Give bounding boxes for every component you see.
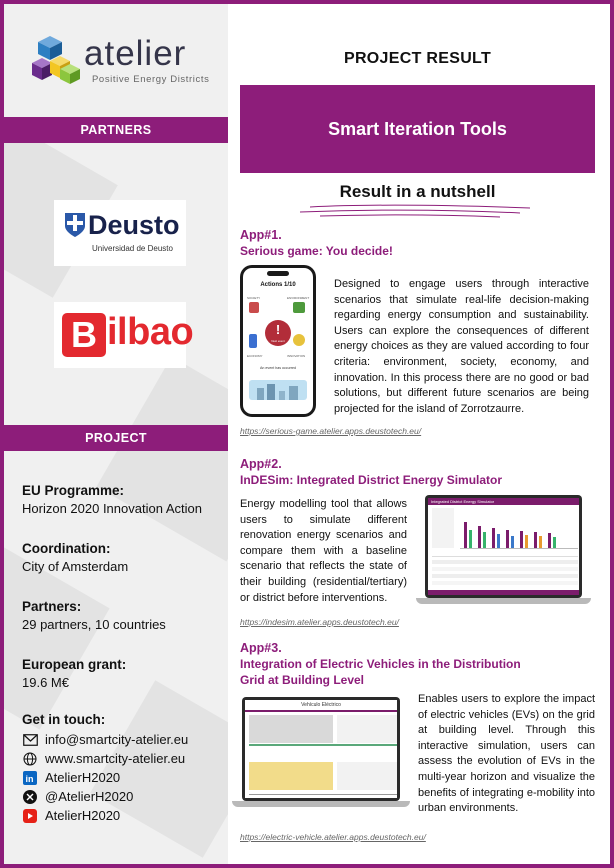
coordination-block bbox=[22, 541, 227, 574]
contact-heading: Get in touch: bbox=[22, 712, 106, 727]
atelier-logo bbox=[30, 32, 220, 92]
ev-header-line bbox=[245, 710, 397, 712]
indesim-table bbox=[432, 556, 578, 590]
logo-wordmark: atelier bbox=[84, 34, 187, 73]
contact-block bbox=[22, 712, 227, 825]
indesim-footer bbox=[428, 590, 579, 595]
sidebar bbox=[4, 4, 228, 864]
app2-title: InDESim: Integrated District Energy Simulator bbox=[240, 473, 503, 487]
phone-screen bbox=[243, 268, 313, 414]
indesim-laptop-screen bbox=[425, 495, 582, 598]
info-label: Partners: bbox=[22, 599, 82, 614]
game-label: ECONOMY bbox=[247, 354, 263, 358]
linkedin-icon bbox=[22, 771, 38, 785]
phone-notch bbox=[267, 271, 289, 276]
app1-link[interactable]: https://serious-game.atelier.apps.deustotech.eu/ bbox=[240, 426, 422, 436]
indesim-screenshot bbox=[428, 498, 579, 595]
bilbao-initial: B bbox=[62, 313, 106, 357]
x-handle[interactable]: @AtelierH2020 bbox=[45, 789, 134, 804]
partners-heading: PARTNERS bbox=[4, 117, 228, 143]
eu-programme-block bbox=[22, 483, 227, 516]
linkedin-handle[interactable]: AtelierH2020 bbox=[45, 770, 121, 785]
linkedin-contact[interactable] bbox=[22, 768, 227, 787]
ev-yellow-area bbox=[249, 762, 333, 790]
event-notice: An event has occurred bbox=[260, 366, 296, 370]
info-label: EU Programme: bbox=[22, 483, 125, 498]
economy-icon bbox=[249, 334, 257, 348]
app1-description: Designed to engage users through interactive scenarios that simulate real-life decision-making regarding energy consumption and sustainability. Users can explore the consequences of different energy choices as they are valued according to four criteria: environment, society, economy, and innovation. In this process there are no good or bad solutions, but different future scenarios are being projected for the island of Zorrotzaurre. bbox=[334, 278, 589, 415]
app3-description: Enables users to explore the impact of electric vehicles (EVs) on the grid at building level. Through this interactive simulation, users can assess the evolution of EVs in the multi-year horizon and visualize the benefits of integrating e-mobility into urban environments. bbox=[418, 693, 595, 815]
smart-iteration-banner: Smart Iteration Tools bbox=[240, 85, 595, 173]
youtube-contact[interactable] bbox=[22, 806, 227, 825]
laptop-base bbox=[232, 801, 410, 807]
bilbao-logo bbox=[54, 302, 194, 368]
deusto-subtitle: Universidad de Deusto bbox=[92, 244, 173, 253]
info-value: 19.6 M€ bbox=[22, 675, 69, 690]
envelope-icon bbox=[22, 733, 38, 747]
indesim-side-panel bbox=[432, 508, 454, 548]
project-result-title: PROJECT RESULT bbox=[343, 50, 492, 67]
info-label: European grant: bbox=[22, 657, 127, 672]
app1-title: Serious game: You decide! bbox=[240, 244, 393, 258]
ev-header: Vehículo Eléctrico bbox=[301, 702, 341, 708]
info-value: 29 partners, 10 countries bbox=[22, 617, 166, 632]
youtube-icon bbox=[22, 809, 38, 823]
alert-icon[interactable]: ! bbox=[265, 320, 291, 346]
email-contact[interactable] bbox=[22, 730, 227, 749]
app3-link[interactable]: https://electric-vehicle.atelier.apps.deustotech.eu/ bbox=[240, 832, 426, 842]
partners-count-block bbox=[22, 599, 227, 632]
scribble-underline bbox=[290, 203, 540, 219]
grant-block bbox=[22, 657, 227, 690]
deusto-name: Deusto bbox=[88, 210, 180, 240]
deusto-shield-icon bbox=[64, 212, 86, 238]
ev-green-line bbox=[249, 744, 397, 746]
info-label: Coordination: bbox=[22, 541, 111, 556]
nutshell-heading: Result in a nutshell bbox=[339, 182, 496, 201]
app3-tag: App#3. bbox=[240, 641, 282, 655]
app1-tag: App#1. bbox=[240, 228, 282, 242]
indesim-bar-chart bbox=[460, 510, 578, 550]
globe-icon bbox=[22, 752, 38, 766]
project-heading: PROJECT bbox=[4, 425, 228, 451]
app2-link[interactable]: https://indesim.atelier.apps.deustotech.eu/ bbox=[240, 617, 399, 627]
info-value: Horizon 2020 Innovation Action bbox=[22, 501, 202, 516]
ev-grey-area bbox=[249, 715, 333, 743]
bilbao-name: ilbao bbox=[107, 311, 194, 353]
x-icon bbox=[22, 790, 38, 804]
laptop-base bbox=[416, 598, 591, 604]
society-icon bbox=[249, 302, 259, 313]
hexagon-decoration bbox=[97, 357, 228, 562]
ev-timeline bbox=[249, 794, 397, 795]
deusto-logo bbox=[54, 200, 186, 266]
game-label: ENVIRONMENT bbox=[287, 296, 310, 300]
youtube-channel[interactable]: AtelierH2020 bbox=[45, 808, 121, 823]
game-label: INNOVATION bbox=[287, 354, 306, 358]
cubes-logo-icon bbox=[30, 34, 82, 86]
app3-title-line2: Grid at Building Level bbox=[240, 673, 365, 687]
innovation-icon bbox=[293, 334, 305, 346]
ev-laptop-screen bbox=[242, 697, 400, 801]
city-illustration bbox=[249, 380, 307, 400]
environment-icon bbox=[293, 302, 305, 313]
ev-right-panel-lower bbox=[337, 762, 397, 790]
x-contact[interactable] bbox=[22, 787, 227, 806]
svg-text:in: in bbox=[25, 773, 34, 784]
website-link[interactable]: www.smartcity-atelier.eu bbox=[45, 751, 186, 766]
logo-tagline: Positive Energy Districts bbox=[92, 74, 210, 85]
email-link[interactable]: info@smartcity-atelier.eu bbox=[45, 732, 189, 747]
indesim-header: Integrated District Energy Simulator bbox=[428, 498, 579, 505]
ev-screenshot bbox=[245, 700, 397, 798]
website-contact[interactable] bbox=[22, 749, 227, 768]
app2-description: Energy modelling tool that allows users to simulate different renovation energy scenarios and compare them with a baseline scenario that reflects the state of their building (residential/tertiary) or district before interventions. bbox=[240, 498, 407, 604]
game-label: SOCIETY bbox=[247, 296, 261, 300]
info-value: City of Amsterdam bbox=[22, 559, 129, 574]
serious-game-phone-screenshot bbox=[240, 265, 316, 417]
app3-title-line1: Integration of Electric Vehicles in the Distribution bbox=[240, 657, 521, 671]
ev-right-panel bbox=[337, 715, 397, 743]
next-event-button[interactable]: Next event bbox=[271, 339, 285, 343]
game-actions-title: Actions 1/10 bbox=[260, 282, 296, 288]
app2-tag: App#2. bbox=[240, 457, 282, 471]
